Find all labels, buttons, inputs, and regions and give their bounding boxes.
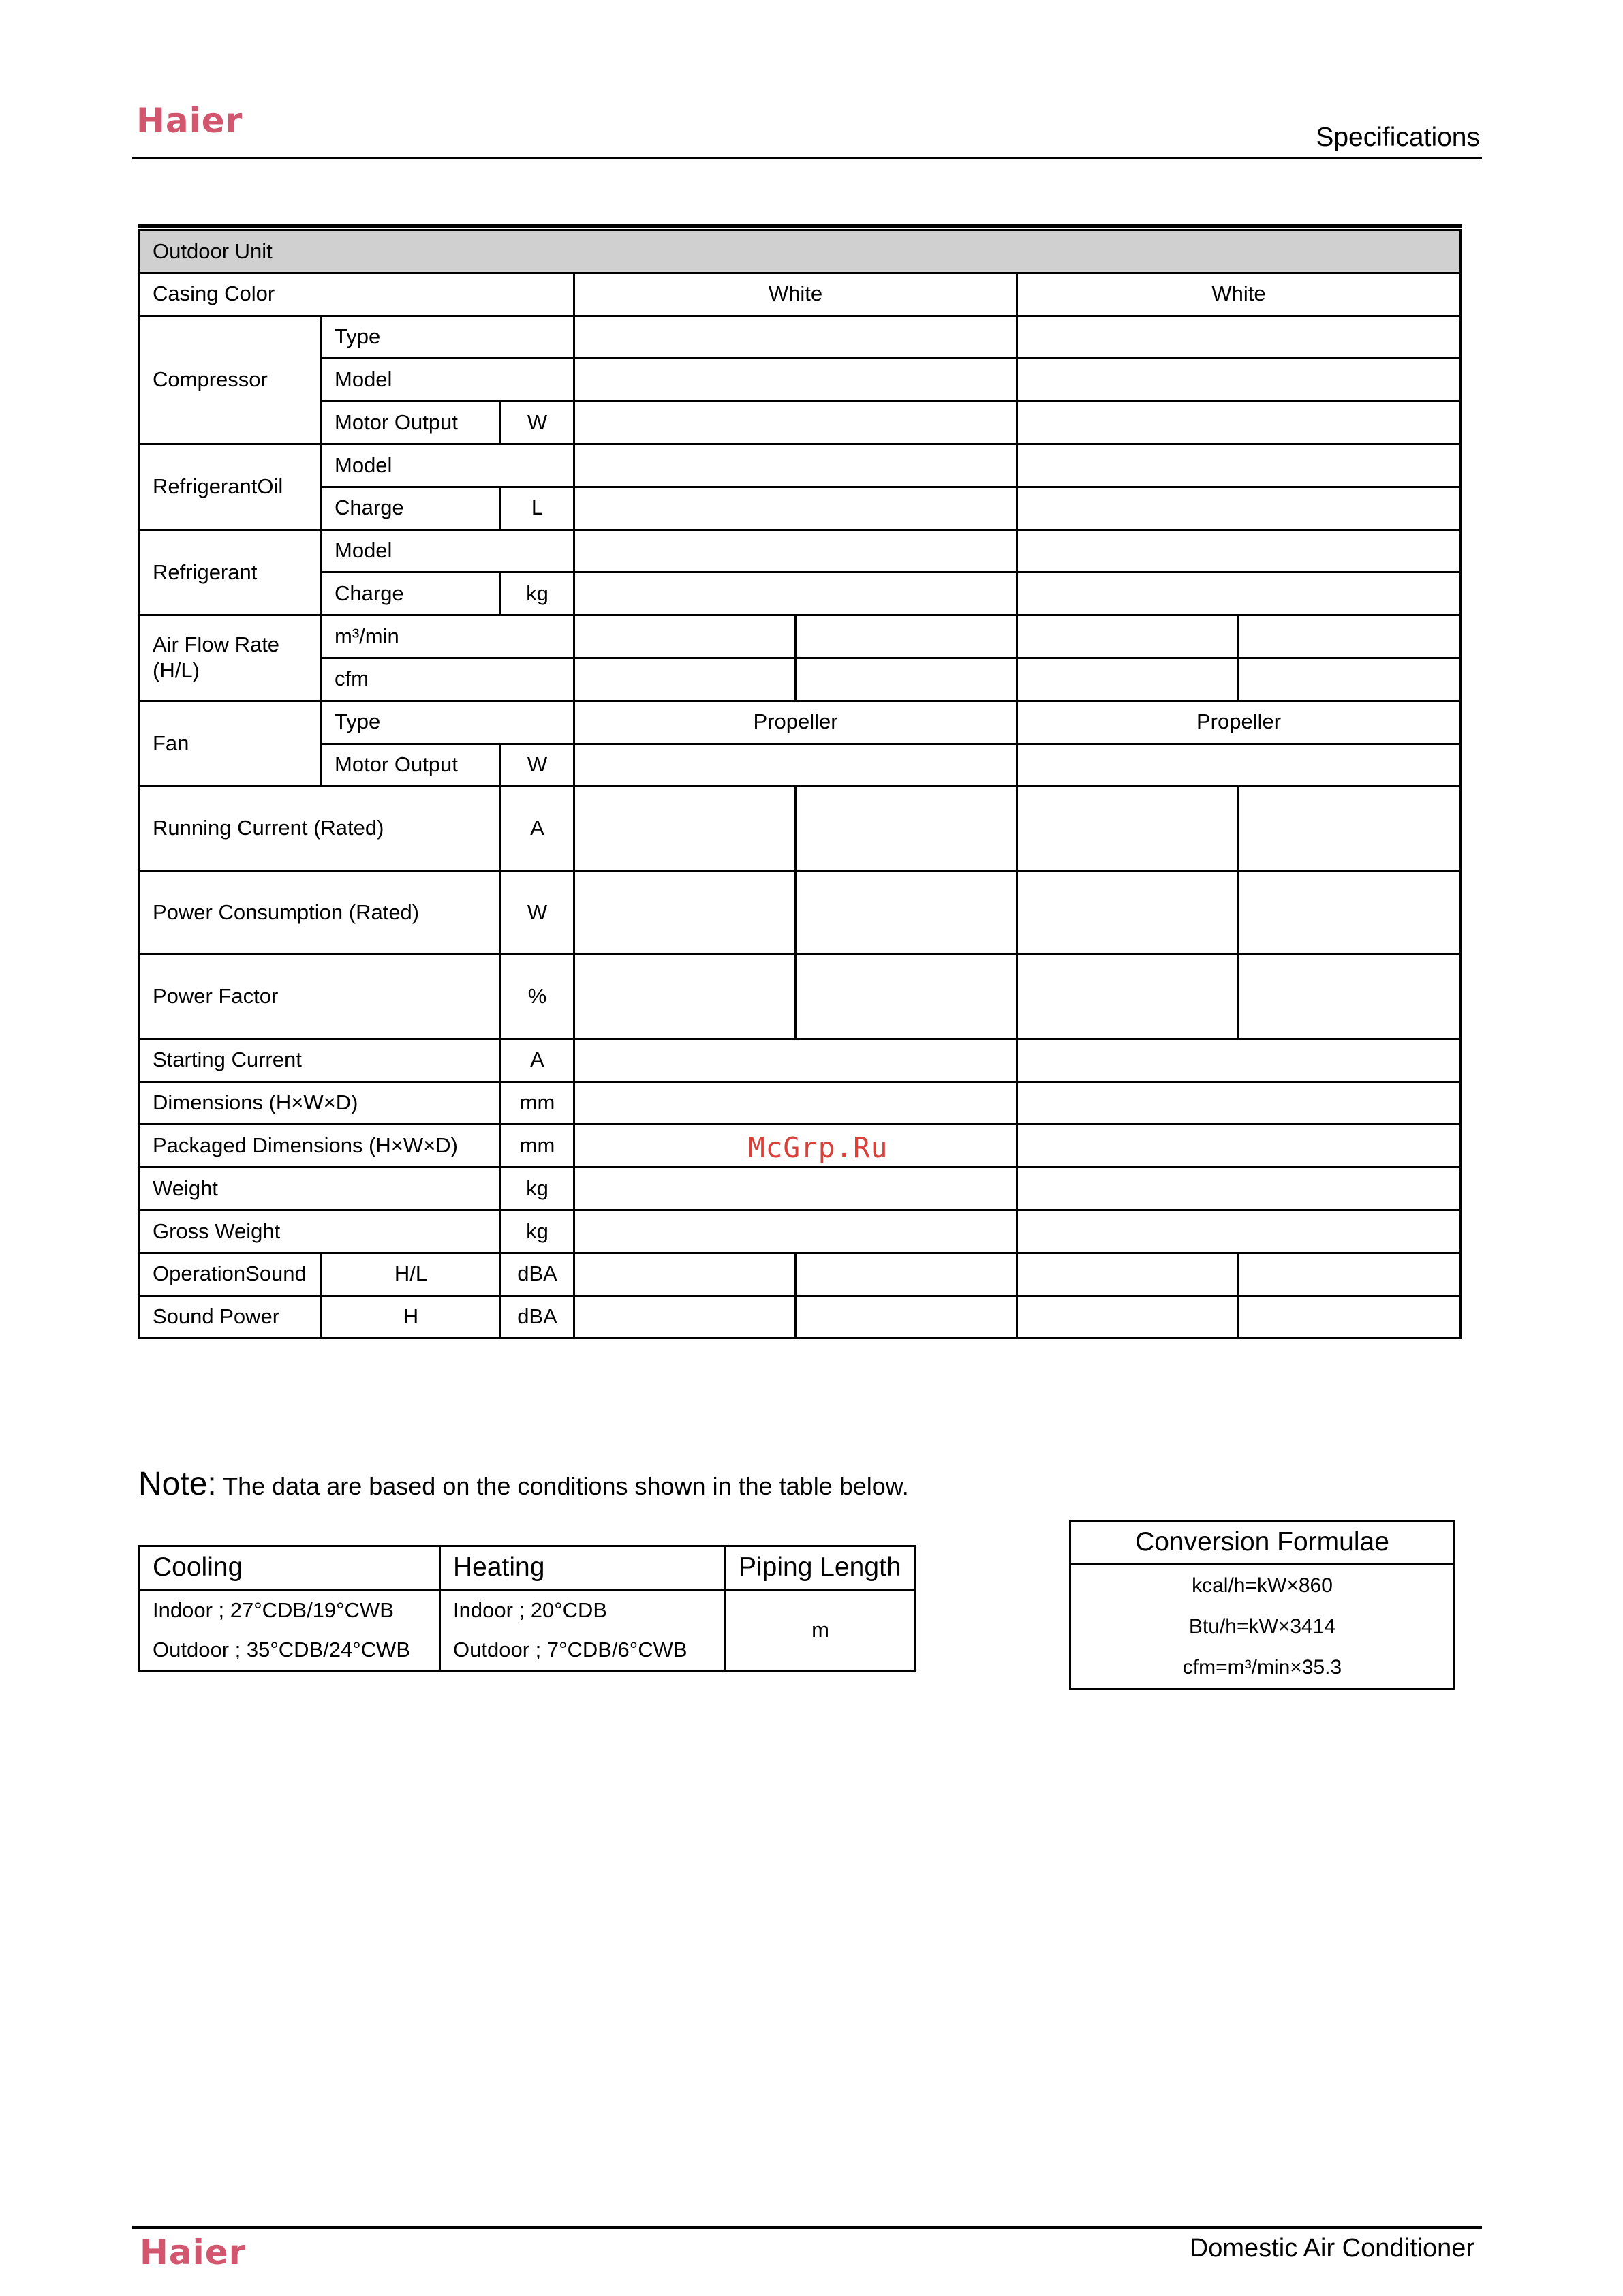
compressor-label: Compressor: [140, 316, 322, 444]
value-cell: [796, 786, 1017, 871]
value-cell: [796, 870, 1017, 955]
compressor-model-label: Model: [322, 358, 574, 401]
casing-color-label: Casing Color: [140, 273, 574, 316]
refrigerant-charge-label: Charge: [322, 572, 501, 615]
cooling-header: Cooling: [140, 1546, 440, 1590]
unit-cell: kg: [501, 1167, 574, 1210]
value-cell: [1239, 1296, 1461, 1338]
unit-cell: kg: [501, 1210, 574, 1253]
value-cell: [1017, 1253, 1239, 1296]
value-cell: [1017, 1082, 1461, 1124]
value-cell: [1017, 744, 1461, 786]
note-text: The data are based on the conditions shown in the table below.: [223, 1472, 909, 1500]
value-cell: [1017, 487, 1461, 530]
sound-power-label: Sound Power: [140, 1296, 322, 1338]
conversion-title: Conversion Formulae: [1070, 1521, 1455, 1565]
value-cell: [1017, 1296, 1239, 1338]
unit-cell: dBA: [501, 1296, 574, 1338]
test-conditions-table: [138, 1545, 916, 1672]
dimensions-label: Dimensions (H×W×D): [140, 1082, 501, 1124]
refrigerant-oil-label: RefrigerantOil: [140, 444, 322, 530]
value-cell: [574, 1253, 796, 1296]
value-cell: [574, 444, 1017, 487]
value-cell: [574, 1167, 1017, 1210]
unit-cell: A: [501, 1039, 574, 1082]
formula-kcal: kcal/h=kW×860: [1192, 1574, 1333, 1597]
value-cell: [574, 1210, 1017, 1253]
watermark: McGrp.Ru: [748, 1131, 888, 1164]
note-label: Note:: [138, 1466, 217, 1502]
unit-cell: W: [501, 870, 574, 955]
refrigerant-label: Refrigerant: [140, 530, 322, 615]
value-cell: [574, 955, 796, 1039]
power-factor-label: Power Factor: [140, 955, 501, 1039]
header-divider: [132, 157, 1482, 159]
value-cell: [1239, 786, 1461, 871]
value-cell: [1017, 444, 1461, 487]
value-cell: [1017, 658, 1239, 701]
value-cell: [796, 955, 1017, 1039]
packaged-dimensions-label: Packaged Dimensions (H×W×D): [140, 1124, 501, 1167]
gross-weight-label: Gross Weight: [140, 1210, 501, 1253]
weight-label: Weight: [140, 1167, 501, 1210]
value-cell: [574, 615, 796, 658]
value-cell: [1017, 786, 1239, 871]
fan-type-label: Type: [322, 701, 574, 744]
value-cell: [574, 530, 1017, 572]
air-flow-rate-title: Air Flow Rate: [153, 632, 280, 656]
value-cell: [574, 744, 1017, 786]
value-cell: [574, 1039, 1017, 1082]
value-cell: [574, 1082, 1017, 1124]
value-cell: [574, 658, 796, 701]
value-cell: [574, 487, 1017, 530]
footer-title: Domestic Air Conditioner: [1189, 2234, 1474, 2263]
value-cell: [1017, 1167, 1461, 1210]
value-cell: [1017, 1039, 1461, 1082]
value-cell: [574, 1296, 796, 1338]
casing-color-value: White: [1017, 273, 1461, 316]
fan-label: Fan: [140, 701, 322, 786]
unit-cell: dBA: [501, 1253, 574, 1296]
power-consumption-label: Power Consumption (Rated): [140, 870, 501, 955]
refrigerant-oil-model-label: Model: [322, 444, 574, 487]
value-cell: [574, 870, 796, 955]
value-cell: [574, 401, 1017, 444]
formula-btu: Btu/h=kW×3414: [1188, 1615, 1336, 1638]
piping-length-header: Piping Length: [726, 1546, 916, 1590]
sound-power-mode: H: [322, 1296, 501, 1338]
unit-cell: mm: [501, 1124, 574, 1167]
refrigerant-oil-charge-label: Charge: [322, 487, 501, 530]
piping-length-unit: m: [726, 1590, 916, 1672]
air-flow-rate-subtitle: (H/L): [153, 658, 200, 683]
unit-cell: W: [501, 744, 574, 786]
unit-cell: W: [501, 401, 574, 444]
value-cell: [796, 615, 1017, 658]
value-cell: [1017, 316, 1461, 358]
casing-color-value: White: [574, 273, 1017, 316]
footer-divider: [132, 2226, 1482, 2229]
unit-cell: mm: [501, 1082, 574, 1124]
value-cell: [1017, 870, 1239, 955]
operation-sound-mode: H/L: [322, 1253, 501, 1296]
cooling-indoor: Indoor ; 27°CDB/19°CWB: [140, 1590, 440, 1631]
heating-indoor: Indoor ; 20°CDB: [440, 1590, 726, 1631]
unit-cell: A: [501, 786, 574, 871]
compressor-motor-output-label: Motor Output: [322, 401, 501, 444]
conversion-formulae: [1070, 1565, 1455, 1689]
value-cell: [1017, 358, 1461, 401]
conversion-formulae-table: [1069, 1520, 1455, 1690]
page-title: Specifications: [1316, 123, 1480, 152]
note: [138, 1465, 909, 1503]
operation-sound-label: OperationSound: [140, 1253, 322, 1296]
unit-cell: %: [501, 955, 574, 1039]
value-cell: [1239, 870, 1461, 955]
value-cell: [574, 316, 1017, 358]
value-cell: [1017, 401, 1461, 444]
value-cell: [796, 1253, 1017, 1296]
formula-cfm: cfm=m³/min×35.3: [1182, 1656, 1342, 1679]
value-cell: [1017, 530, 1461, 572]
outdoor-unit-spec-table: [138, 229, 1462, 1339]
air-flow-unit-label: m³/min: [322, 615, 574, 658]
unit-cell: L: [501, 487, 574, 530]
value-cell: [574, 358, 1017, 401]
footer-logo: Haier: [140, 2233, 247, 2272]
heating-header: Heating: [440, 1546, 726, 1590]
value-cell: [1239, 955, 1461, 1039]
table-top-border: [138, 224, 1462, 228]
value-cell: [574, 572, 1017, 615]
fan-type-value: Propeller: [1017, 701, 1461, 744]
running-current-label: Running Current (Rated): [140, 786, 501, 871]
brand-logo: Haier: [136, 101, 243, 140]
fan-motor-output-label: Motor Output: [322, 744, 501, 786]
compressor-type-label: Type: [322, 316, 574, 358]
air-flow-rate-label: [140, 615, 322, 701]
value-cell: [796, 658, 1017, 701]
value-cell: [574, 786, 796, 871]
heating-outdoor: Outdoor ; 7°CDB/6°CWB: [440, 1631, 726, 1672]
value-cell: [1239, 615, 1461, 658]
value-cell: [1017, 572, 1461, 615]
cooling-outdoor: Outdoor ; 35°CDB/24°CWB: [140, 1631, 440, 1672]
section-title: Outdoor Unit: [140, 230, 1461, 273]
value-cell: [1239, 658, 1461, 701]
value-cell: [1239, 1253, 1461, 1296]
air-flow-unit-label: cfm: [322, 658, 574, 701]
fan-type-value: Propeller: [574, 701, 1017, 744]
value-cell: [796, 1296, 1017, 1338]
refrigerant-model-label: Model: [322, 530, 574, 572]
unit-cell: kg: [501, 572, 574, 615]
value-cell: [1017, 1210, 1461, 1253]
value-cell: [1017, 1124, 1461, 1167]
value-cell: [1017, 955, 1239, 1039]
value-cell: [1017, 615, 1239, 658]
starting-current-label: Starting Current: [140, 1039, 501, 1082]
